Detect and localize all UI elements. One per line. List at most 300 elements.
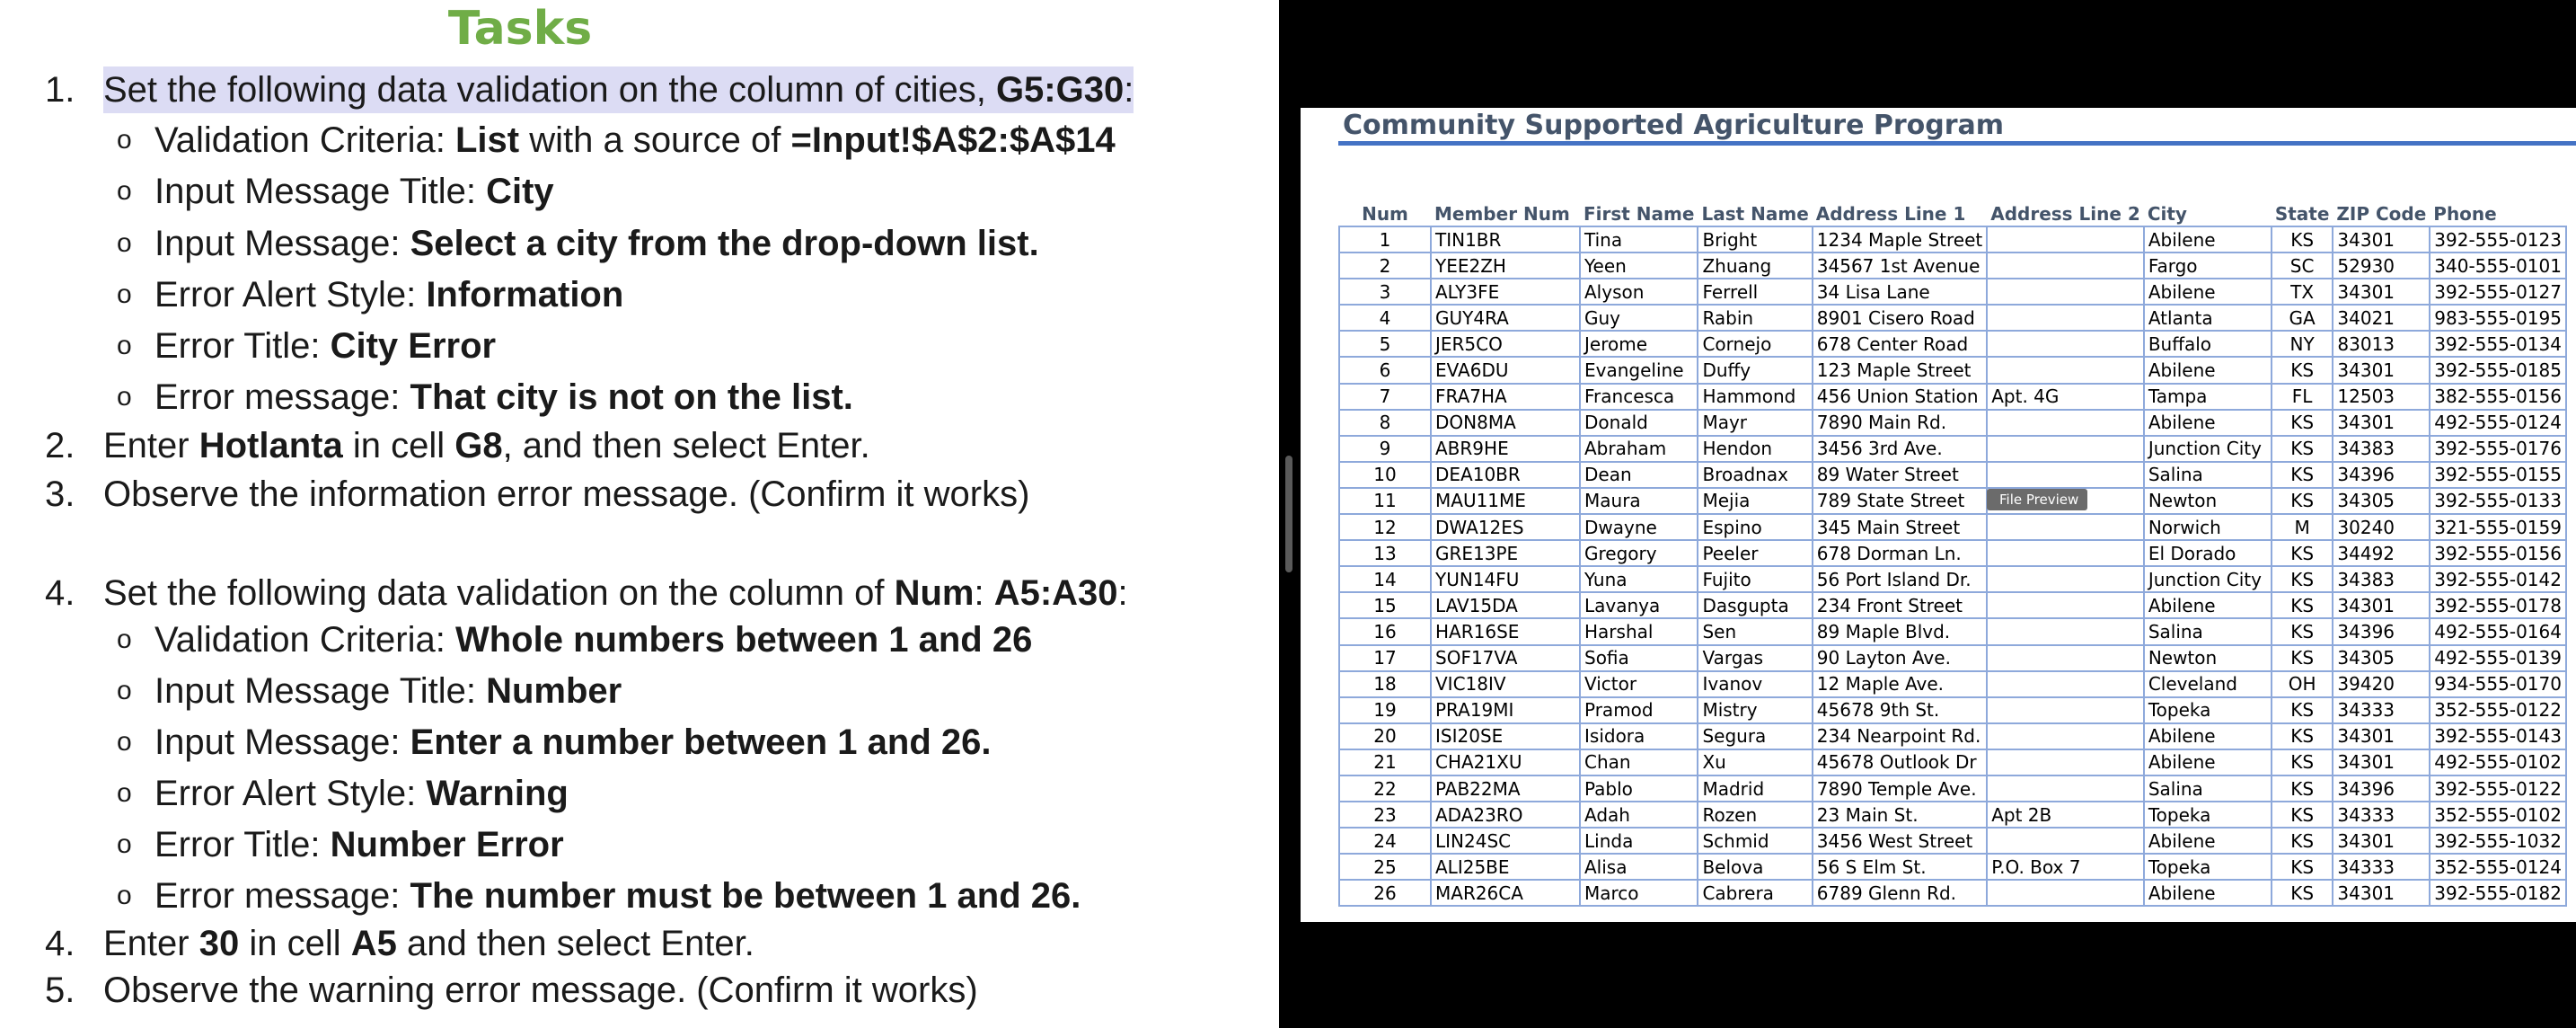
table-cell: 34301 xyxy=(2333,592,2430,618)
task-text-part: Input Message Title: xyxy=(154,671,487,711)
table-cell xyxy=(1987,880,2144,906)
table-cell: FL xyxy=(2272,384,2333,410)
table-cell: 10 xyxy=(1339,462,1431,488)
table-cell: GRE13PE xyxy=(1431,540,1580,566)
task-text-bold: Number xyxy=(486,671,622,711)
task-text xyxy=(154,821,564,868)
table-cell: Alyson xyxy=(1580,279,1698,305)
table-cell: 2 xyxy=(1339,253,1431,279)
task-text-bold: City xyxy=(486,172,554,211)
table-cell: Fargo xyxy=(2144,253,2272,279)
table-cell: Donald xyxy=(1580,410,1698,436)
table-cell: Abilene xyxy=(2144,749,2272,775)
table-cell: KS xyxy=(2272,488,2333,514)
table-cell: Isidora xyxy=(1580,723,1698,749)
task-text-part: , and then select Enter. xyxy=(502,426,870,465)
table-cell xyxy=(1987,749,2144,775)
table-cell xyxy=(1987,253,2144,279)
table-cell: 89 Water Street xyxy=(1813,462,1987,488)
table-cell xyxy=(1987,410,2144,436)
bullet-icon: o xyxy=(117,331,132,360)
bullet-icon: o xyxy=(117,676,132,705)
table-cell: KS xyxy=(2272,802,2333,828)
table-row xyxy=(1339,828,2566,854)
task-text-bold: The number must be between 1 and 26. xyxy=(410,876,1081,916)
table-cell: Cornejo xyxy=(1698,331,1812,357)
column-header: Member Num xyxy=(1434,202,1570,225)
table-cell: Yeen xyxy=(1580,253,1698,279)
task-text-bold: Whole numbers between 1 and 26 xyxy=(454,620,1033,660)
task-text-bold: 30 xyxy=(198,924,240,963)
table-cell: P.O. Box 7 xyxy=(1987,854,2144,880)
task-text xyxy=(103,570,1128,616)
bullet-icon: o xyxy=(117,228,132,258)
table-cell: Hammond xyxy=(1698,384,1812,410)
table-cell: 34383 xyxy=(2333,566,2430,592)
table-cell: 12 xyxy=(1339,514,1431,540)
table-header-row xyxy=(1339,201,2566,226)
table-cell: Marco xyxy=(1580,880,1698,906)
table-cell: Linda xyxy=(1580,828,1698,854)
column-header: City xyxy=(2147,202,2187,225)
table-cell: 23 xyxy=(1339,802,1431,828)
column-header: ZIP Code xyxy=(2336,202,2427,225)
table-cell: Pablo xyxy=(1580,775,1698,802)
table-cell: 3456 3rd Ave. xyxy=(1813,436,1987,462)
table-cell: 1234 Maple Street xyxy=(1813,226,1987,253)
table-cell: 8 xyxy=(1339,410,1431,436)
bullet-icon: o xyxy=(117,176,132,206)
table-cell: 18 xyxy=(1339,671,1431,697)
table-cell: 34305 xyxy=(2333,488,2430,514)
table-cell: 983-555-0195 xyxy=(2430,305,2566,331)
table-cell: 30240 xyxy=(2333,514,2430,540)
table-cell: 321-555-0159 xyxy=(2430,514,2566,540)
task-text xyxy=(154,323,496,369)
task-text-bold: A5 xyxy=(350,924,397,963)
task-text-part: Error Alert Style: xyxy=(154,275,427,315)
task-text xyxy=(154,873,1081,919)
table-cell: Espino xyxy=(1698,514,1812,540)
table-cell xyxy=(1987,697,2144,723)
table-cell: 352-555-0122 xyxy=(2430,697,2566,723)
table-cell: Topeka xyxy=(2144,802,2272,828)
table-cell: 9 xyxy=(1339,436,1431,462)
task-text-bold: A5:A30 xyxy=(993,573,1118,613)
task-text xyxy=(154,770,569,817)
table-cell: 11 xyxy=(1339,488,1431,514)
column-header: State xyxy=(2274,202,2330,225)
table-cell: 392-555-0127 xyxy=(2430,279,2566,305)
table-cell: 1 xyxy=(1339,226,1431,253)
table-cell: 15 xyxy=(1339,592,1431,618)
bullet-icon: o xyxy=(117,625,132,654)
task-text-bold: Enter a number between 1 and 26. xyxy=(410,722,992,762)
table-cell: Mejia xyxy=(1698,488,1812,514)
table-cell: 234 Front Street xyxy=(1813,592,1987,618)
table-cell: Salina xyxy=(2144,462,2272,488)
table-cell: Broadnax xyxy=(1698,462,1812,488)
task-text-bold: Number Error xyxy=(330,825,564,864)
table-cell: 392-555-0122 xyxy=(2430,775,2566,802)
table-row xyxy=(1339,305,2566,331)
table-cell: 3456 West Street xyxy=(1813,828,1987,854)
task-text-part: Set the following data validation on the column of cities, xyxy=(103,70,996,110)
table-cell: Atlanta xyxy=(2144,305,2272,331)
table-cell: Tampa xyxy=(2144,384,2272,410)
table-cell: Norwich xyxy=(2144,514,2272,540)
table-cell: YUN14FU xyxy=(1431,566,1580,592)
table-cell: 392-555-0133 xyxy=(2430,488,2566,514)
task-text-part: Error Title: xyxy=(154,326,331,366)
table-cell: Schmid xyxy=(1698,828,1812,854)
table-row xyxy=(1339,226,2566,253)
table-cell: Victor xyxy=(1580,671,1698,697)
table-row xyxy=(1339,514,2566,540)
table-cell: Bright xyxy=(1698,226,1812,253)
table-cell: Rozen xyxy=(1698,802,1812,828)
column-header: First Name xyxy=(1584,202,1695,225)
table-row xyxy=(1339,618,2566,644)
spreadsheet-preview xyxy=(1301,108,2576,922)
table-cell xyxy=(1987,357,2144,383)
table-cell: TIN1BR xyxy=(1431,226,1580,253)
task-text xyxy=(154,220,1039,267)
table-cell: 7890 Temple Ave. xyxy=(1813,775,1987,802)
column-header: Phone xyxy=(2433,202,2497,225)
task-text-part: Error message: xyxy=(154,876,410,916)
table-cell: M xyxy=(2272,514,2333,540)
table-row xyxy=(1339,253,2566,279)
bullet-icon: o xyxy=(117,778,132,808)
table-cell: 34301 xyxy=(2333,880,2430,906)
table-cell: KS xyxy=(2272,436,2333,462)
table-cell xyxy=(1987,828,2144,854)
table-cell: FRA7HA xyxy=(1431,384,1580,410)
table-cell: Topeka xyxy=(2144,697,2272,723)
table-cell xyxy=(1987,305,2144,331)
table-cell xyxy=(1987,618,2144,644)
table-cell: Alisa xyxy=(1580,854,1698,880)
table-cell: 456 Union Station xyxy=(1813,384,1987,410)
table-cell: 392-555-0143 xyxy=(2430,723,2566,749)
table-cell: 34305 xyxy=(2333,645,2430,671)
table-cell: 392-555-1032 xyxy=(2430,828,2566,854)
table-row xyxy=(1339,462,2566,488)
table-cell: Abilene xyxy=(2144,592,2272,618)
table-cell: DON8MA xyxy=(1431,410,1580,436)
task-text-part: Input Message Title: xyxy=(154,172,487,211)
table-cell: 382-555-0156 xyxy=(2430,384,2566,410)
table-cell: Duffy xyxy=(1698,357,1812,383)
table-cell: 34492 xyxy=(2333,540,2430,566)
table-cell: Newton xyxy=(2144,488,2272,514)
table-cell: Zhuang xyxy=(1698,253,1812,279)
table-cell: KS xyxy=(2272,592,2333,618)
table-cell: 34301 xyxy=(2333,828,2430,854)
column-header: Address Line 1 xyxy=(1815,202,1966,225)
table-row xyxy=(1339,671,2566,697)
task-text-part: Validation Criteria: xyxy=(154,620,455,660)
table-cell: Junction City xyxy=(2144,436,2272,462)
column-header: Address Line 2 xyxy=(1990,202,2140,225)
table-cell: SC xyxy=(2272,253,2333,279)
table-cell: Abraham xyxy=(1580,436,1698,462)
table-cell: Francesca xyxy=(1580,384,1698,410)
table-cell xyxy=(1987,540,2144,566)
table-cell: Pramod xyxy=(1580,697,1698,723)
table-cell: 392-555-0182 xyxy=(2430,880,2566,906)
table-cell: Topeka xyxy=(2144,854,2272,880)
table-cell: Fujito xyxy=(1698,566,1812,592)
pane-splitter-handle[interactable] xyxy=(1285,456,1292,572)
table-cell: Madrid xyxy=(1698,775,1812,802)
table-cell: Jerome xyxy=(1580,331,1698,357)
table-cell xyxy=(1987,462,2144,488)
table-row xyxy=(1339,697,2566,723)
task-text-part: Error message: xyxy=(154,377,410,417)
table-cell: 123 Maple Street xyxy=(1813,357,1987,383)
table-cell: Adah xyxy=(1580,802,1698,828)
task-text-bold: Select a city from the drop-down list. xyxy=(410,224,1039,263)
table-cell: Chan xyxy=(1580,749,1698,775)
table-cell: Dasgupta xyxy=(1698,592,1812,618)
table-cell: Sofia xyxy=(1580,645,1698,671)
table-row xyxy=(1339,279,2566,305)
table-cell: Rabin xyxy=(1698,305,1812,331)
table-cell: 24 xyxy=(1339,828,1431,854)
table-cell: Guy xyxy=(1580,305,1698,331)
table-cell: NY xyxy=(2272,331,2333,357)
table-cell: 52930 xyxy=(2333,253,2430,279)
table-cell: 20 xyxy=(1339,723,1431,749)
table-cell: KS xyxy=(2272,226,2333,253)
table-cell: 678 Center Road xyxy=(1813,331,1987,357)
task-text-part: Set the following data validation on the column of xyxy=(103,573,895,613)
table-cell: 45678 Outlook Dr xyxy=(1813,749,1987,775)
table-cell: 16 xyxy=(1339,618,1431,644)
table-cell: 392-555-0178 xyxy=(2430,592,2566,618)
table-cell: Apt. 4G xyxy=(1987,384,2144,410)
table-cell: 12 Maple Ave. xyxy=(1813,671,1987,697)
table-cell: Vargas xyxy=(1698,645,1812,671)
table-cell: OH xyxy=(2272,671,2333,697)
tasks-panel xyxy=(0,0,1279,1028)
table-row xyxy=(1339,645,2566,671)
task-text xyxy=(154,719,991,766)
task-text-bold: City Error xyxy=(330,326,497,366)
task-text-bold: Information xyxy=(426,275,624,315)
table-cell: 89 Maple Blvd. xyxy=(1813,618,1987,644)
bullet-icon: o xyxy=(117,829,132,859)
member-table xyxy=(1338,201,2567,907)
table-cell: 6 xyxy=(1339,357,1431,383)
table-cell: KS xyxy=(2272,357,2333,383)
table-cell: Tina xyxy=(1580,226,1698,253)
table-cell: PRA19MI xyxy=(1431,697,1580,723)
table-cell: Mayr xyxy=(1698,410,1812,436)
table-cell: 352-555-0124 xyxy=(2430,854,2566,880)
table-cell: 23 Main St. xyxy=(1813,802,1987,828)
table-cell: KS xyxy=(2272,880,2333,906)
table-cell: DEA10BR xyxy=(1431,462,1580,488)
table-cell: ALY3FE xyxy=(1431,279,1580,305)
table-cell: 34396 xyxy=(2333,775,2430,802)
task-text-part: and then select Enter. xyxy=(396,924,754,963)
table-cell: 392-555-0123 xyxy=(2430,226,2566,253)
bullet-icon: o xyxy=(117,727,132,757)
table-cell: 392-555-0155 xyxy=(2430,462,2566,488)
table-cell: JER5CO xyxy=(1431,331,1580,357)
table-cell: 392-555-0134 xyxy=(2430,331,2566,357)
table-cell xyxy=(1987,723,2144,749)
task-text xyxy=(154,374,853,421)
task-text-bold: G5:G30 xyxy=(995,70,1125,110)
table-cell: KS xyxy=(2272,723,2333,749)
table-cell: Segura xyxy=(1698,723,1812,749)
table-cell: Evangeline xyxy=(1580,357,1698,383)
table-cell: Abilene xyxy=(2144,723,2272,749)
task-text xyxy=(154,668,622,714)
table-cell: 34301 xyxy=(2333,410,2430,436)
task-text-part: Validation Criteria: xyxy=(154,120,455,160)
column-header: Num xyxy=(1362,202,1408,225)
table-cell: Dwayne xyxy=(1580,514,1698,540)
table-cell: PAB22MA xyxy=(1431,775,1580,802)
table-cell: KS xyxy=(2272,854,2333,880)
table-cell: 34333 xyxy=(2333,854,2430,880)
file-preview-tooltip: File Preview xyxy=(1987,489,2087,510)
table-cell: Newton xyxy=(2144,645,2272,671)
table-row xyxy=(1339,331,2566,357)
table-cell: Junction City xyxy=(2144,566,2272,592)
task-text-bold: Warning xyxy=(426,774,569,813)
table-cell: 234 Nearpoint Rd. xyxy=(1813,723,1987,749)
table-cell: 392-555-0176 xyxy=(2430,436,2566,462)
table-row xyxy=(1339,566,2566,592)
table-cell xyxy=(1987,279,2144,305)
task-text-part: Enter xyxy=(103,924,199,963)
table-cell: 7890 Main Rd. xyxy=(1813,410,1987,436)
table-cell xyxy=(1987,226,2144,253)
task-text-part: Error Alert Style: xyxy=(154,774,427,813)
task-text-part: Input Message: xyxy=(154,224,410,263)
table-cell xyxy=(1987,671,2144,697)
table-cell: Buffalo xyxy=(2144,331,2272,357)
table-cell: 13 xyxy=(1339,540,1431,566)
task-text-bold: Hotlanta xyxy=(198,426,343,465)
table-cell: Apt 2B xyxy=(1987,802,2144,828)
table-cell: Sen xyxy=(1698,618,1812,644)
task-text-part: Enter xyxy=(103,426,199,465)
table-cell: ABR9HE xyxy=(1431,436,1580,462)
task-number: 4. xyxy=(45,924,75,963)
table-cell xyxy=(1987,514,2144,540)
table-row xyxy=(1339,854,2566,880)
table-cell: 34333 xyxy=(2333,802,2430,828)
table-cell: 22 xyxy=(1339,775,1431,802)
task-text xyxy=(154,616,1032,663)
table-cell: 34301 xyxy=(2333,279,2430,305)
table-cell: KS xyxy=(2272,540,2333,566)
table-cell: Abilene xyxy=(2144,226,2272,253)
task-text-part: in cell xyxy=(239,924,351,963)
task-number: 5. xyxy=(45,970,75,1010)
table-cell: KS xyxy=(2272,828,2333,854)
table-cell: 934-555-0170 xyxy=(2430,671,2566,697)
task-text-bold: G8 xyxy=(454,426,503,465)
table-cell: 34301 xyxy=(2333,723,2430,749)
table-cell: Cleveland xyxy=(2144,671,2272,697)
table-cell: YEE2ZH xyxy=(1431,253,1580,279)
table-cell xyxy=(1987,436,2144,462)
table-cell: 345 Main Street xyxy=(1813,514,1987,540)
table-cell: LAV15DA xyxy=(1431,592,1580,618)
task-text xyxy=(103,967,978,1014)
table-cell: KS xyxy=(2272,410,2333,436)
table-cell: 392-555-0185 xyxy=(2430,357,2566,383)
sheet-title: Community Supported Agriculture Program xyxy=(1343,110,2005,141)
table-cell: SOF17VA xyxy=(1431,645,1580,671)
table-cell: HAR16SE xyxy=(1431,618,1580,644)
table-cell xyxy=(1987,566,2144,592)
task-text-bold: =Input!$A$2:$A$14 xyxy=(790,120,1116,160)
table-cell: 352-555-0102 xyxy=(2430,802,2566,828)
table-cell: 45678 9th St. xyxy=(1813,697,1987,723)
table-cell: Mistry xyxy=(1698,697,1812,723)
table-cell: 21 xyxy=(1339,749,1431,775)
bullet-icon: o xyxy=(117,382,132,412)
table-cell: ADA23RO xyxy=(1431,802,1580,828)
table-cell: 14 xyxy=(1339,566,1431,592)
table-cell: GUY4RA xyxy=(1431,305,1580,331)
table-cell: Abilene xyxy=(2144,279,2272,305)
table-row xyxy=(1339,357,2566,383)
table-cell: 39420 xyxy=(2333,671,2430,697)
table-cell: 25 xyxy=(1339,854,1431,880)
task-text xyxy=(154,271,623,318)
table-cell: Yuna xyxy=(1580,566,1698,592)
table-row xyxy=(1339,880,2566,906)
table-cell: DWA12ES xyxy=(1431,514,1580,540)
table-cell: CHA21XU xyxy=(1431,749,1580,775)
table-cell: KS xyxy=(2272,618,2333,644)
table-row xyxy=(1339,592,2566,618)
table-cell: 392-555-0142 xyxy=(2430,566,2566,592)
table-cell: VIC18IV xyxy=(1431,671,1580,697)
table-cell: Cabrera xyxy=(1698,880,1812,906)
table-cell: GA xyxy=(2272,305,2333,331)
task-text-part: : xyxy=(974,573,994,613)
task-text-bold: That city is not on the list. xyxy=(410,377,853,417)
table-cell: Peeler xyxy=(1698,540,1812,566)
task-number: 3. xyxy=(45,474,75,514)
table-cell xyxy=(1987,645,2144,671)
table-cell: 56 Port Island Dr. xyxy=(1813,566,1987,592)
bullet-icon: o xyxy=(117,125,132,155)
table-cell: 34567 1st Avenue xyxy=(1813,253,1987,279)
table-cell: MAR26CA xyxy=(1431,880,1580,906)
task-text xyxy=(103,422,870,469)
column-header: Last Name xyxy=(1701,202,1809,225)
table-row xyxy=(1339,775,2566,802)
task-text-bold: Num xyxy=(894,573,975,613)
table-cell: 34333 xyxy=(2333,697,2430,723)
table-cell xyxy=(1987,331,2144,357)
table-cell: 26 xyxy=(1339,880,1431,906)
task-number: 2. xyxy=(45,426,75,465)
table-cell: ISI20SE xyxy=(1431,723,1580,749)
